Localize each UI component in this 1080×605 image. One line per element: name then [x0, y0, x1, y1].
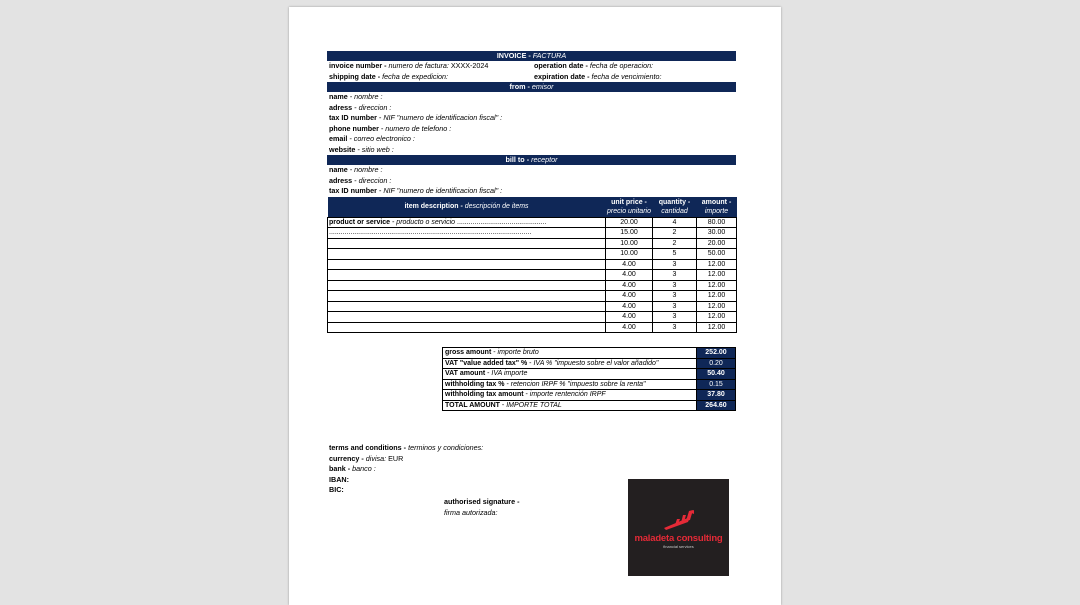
totals-label: gross amount - importe bruto	[443, 348, 697, 359]
items-header-row	[328, 197, 737, 218]
bill-address: adress - direccion :	[329, 175, 392, 185]
item-unit-price: 10.00	[606, 249, 653, 260]
item-quantity: 3	[653, 291, 697, 302]
invoice-content	[327, 51, 736, 549]
totals-table	[442, 347, 736, 411]
totals-row	[443, 358, 736, 369]
invoice-number: invoice number - numero de factura: XXXX-2024	[329, 61, 489, 70]
operation-date: operation date - fecha de operacion:	[534, 61, 654, 70]
item-amount: 12.00	[697, 322, 737, 333]
totals-label: withholding tax % - retencion IRPF % "impuesto sobre la renta"	[443, 379, 697, 390]
item-unit-price: 4.00	[606, 259, 653, 270]
item-description	[328, 301, 606, 312]
currency: currency - divisa: EUR	[329, 453, 404, 463]
terms-conditions: terms and conditions - terminos y condiciones:	[329, 443, 484, 452]
item-unit-price: 4.00	[606, 291, 653, 302]
item-description	[328, 249, 606, 260]
item-quantity: 3	[653, 312, 697, 323]
table-row	[328, 291, 737, 302]
totals-value: 37.80	[697, 390, 736, 401]
invoice-page	[289, 7, 781, 605]
totals-value: 264.60	[697, 400, 736, 411]
bill-name: name - nombre :	[329, 165, 383, 174]
table-row	[328, 249, 737, 260]
item-amount: 12.00	[697, 312, 737, 323]
item-unit-price: 20.00	[606, 217, 653, 228]
header-quantity: quantity - cantidad	[653, 197, 697, 218]
item-quantity: 2	[653, 228, 697, 239]
from-website: website - sitio web :	[329, 144, 394, 154]
header-row-1	[327, 61, 736, 72]
totals-row	[443, 400, 736, 411]
signature-sub: firma autorizada:	[444, 508, 498, 517]
item-description: ........................................................................................................	[328, 228, 606, 239]
header-amount: amount - importe	[697, 197, 737, 218]
item-amount: 12.00	[697, 280, 737, 291]
bic: BIC:	[329, 485, 344, 494]
header-row-2	[327, 72, 736, 83]
table-row	[328, 259, 737, 270]
item-unit-price: 4.00	[606, 322, 653, 333]
bank: bank - banco :	[329, 464, 376, 473]
item-quantity: 3	[653, 280, 697, 291]
signature-label: authorised signature -	[444, 497, 520, 506]
chart-arrow-icon	[628, 479, 729, 576]
item-unit-price: 4.00	[606, 270, 653, 281]
table-row	[328, 280, 737, 291]
table-row	[328, 322, 737, 333]
item-unit-price: 15.00	[606, 228, 653, 239]
bill-to-bar: bill to - receptor	[327, 155, 736, 165]
shipping-date: shipping date - fecha de expedicion:	[329, 71, 449, 81]
item-unit-price: 4.00	[606, 301, 653, 312]
item-quantity: 5	[653, 249, 697, 260]
item-description	[328, 259, 606, 270]
totals-label: TOTAL AMOUNT - IMPORTE TOTAL	[443, 400, 697, 411]
item-quantity: 3	[653, 301, 697, 312]
totals-value: 0.15	[697, 379, 736, 390]
invoice-title-bar: INVOICE - FACTURA	[327, 51, 736, 61]
table-row	[328, 301, 737, 312]
item-description	[328, 280, 606, 291]
totals-value: 0.20	[697, 358, 736, 369]
item-unit-price: 4.00	[606, 280, 653, 291]
item-amount: 20.00	[697, 238, 737, 249]
item-description: product or service - producto o servicio ..............................................	[328, 217, 606, 228]
totals-label: VAT "value added tax" % - IVA % "impuesto sobre el valor añadido"	[443, 358, 697, 369]
table-row	[328, 228, 737, 239]
item-amount: 12.00	[697, 270, 737, 281]
iban: IBAN:	[329, 474, 349, 484]
logo-name: maladeta consulting	[634, 533, 723, 544]
logo-tagline: financial services	[663, 544, 694, 549]
from-bar: from - emisor	[327, 82, 736, 92]
item-description	[328, 238, 606, 249]
item-amount: 12.00	[697, 259, 737, 270]
from-tax-id: tax ID number - NIF "numero de identificacion fiscal" :	[329, 113, 503, 122]
items-table	[327, 197, 737, 334]
totals-label: withholding tax amount - importe rentención IRPF	[443, 390, 697, 401]
table-row	[328, 217, 737, 228]
company-logo	[628, 479, 729, 576]
from-email: email - correo electronico :	[329, 134, 415, 143]
totals-row	[443, 348, 736, 359]
expiration-date: expiration date - fecha de vencimiento:	[534, 71, 662, 81]
item-amount: 30.00	[697, 228, 737, 239]
item-quantity: 3	[653, 270, 697, 281]
item-amount: 12.00	[697, 291, 737, 302]
totals-value: 252.00	[697, 348, 736, 359]
totals-row	[443, 379, 736, 390]
item-quantity: 2	[653, 238, 697, 249]
bill-tax-id: tax ID number - NIF "numero de identificacion fiscal" :	[329, 186, 503, 195]
item-unit-price: 10.00	[606, 238, 653, 249]
totals-row	[443, 390, 736, 401]
item-amount: 80.00	[697, 217, 737, 228]
item-amount: 12.00	[697, 301, 737, 312]
item-description	[328, 291, 606, 302]
item-description	[328, 270, 606, 281]
item-unit-price: 4.00	[606, 312, 653, 323]
item-quantity: 3	[653, 259, 697, 270]
terms-block	[327, 443, 483, 496]
item-amount: 50.00	[697, 249, 737, 260]
item-quantity: 4	[653, 217, 697, 228]
item-quantity: 3	[653, 322, 697, 333]
header-unit-price: unit price - precio unitario	[606, 197, 653, 218]
totals-row	[443, 369, 736, 380]
table-row	[328, 312, 737, 323]
from-address: adress - direccion :	[329, 102, 392, 112]
table-row	[328, 270, 737, 281]
totals-label: VAT amount - IVA importe	[443, 369, 697, 380]
table-row	[328, 238, 737, 249]
from-name: name - nombre :	[329, 92, 383, 101]
totals-value: 50.40	[697, 369, 736, 380]
item-description	[328, 312, 606, 323]
header-description: item description - descripción de items	[328, 197, 606, 218]
from-phone: phone number - numero de telefono :	[329, 123, 452, 133]
item-description	[328, 322, 606, 333]
signature-block	[444, 496, 519, 518]
